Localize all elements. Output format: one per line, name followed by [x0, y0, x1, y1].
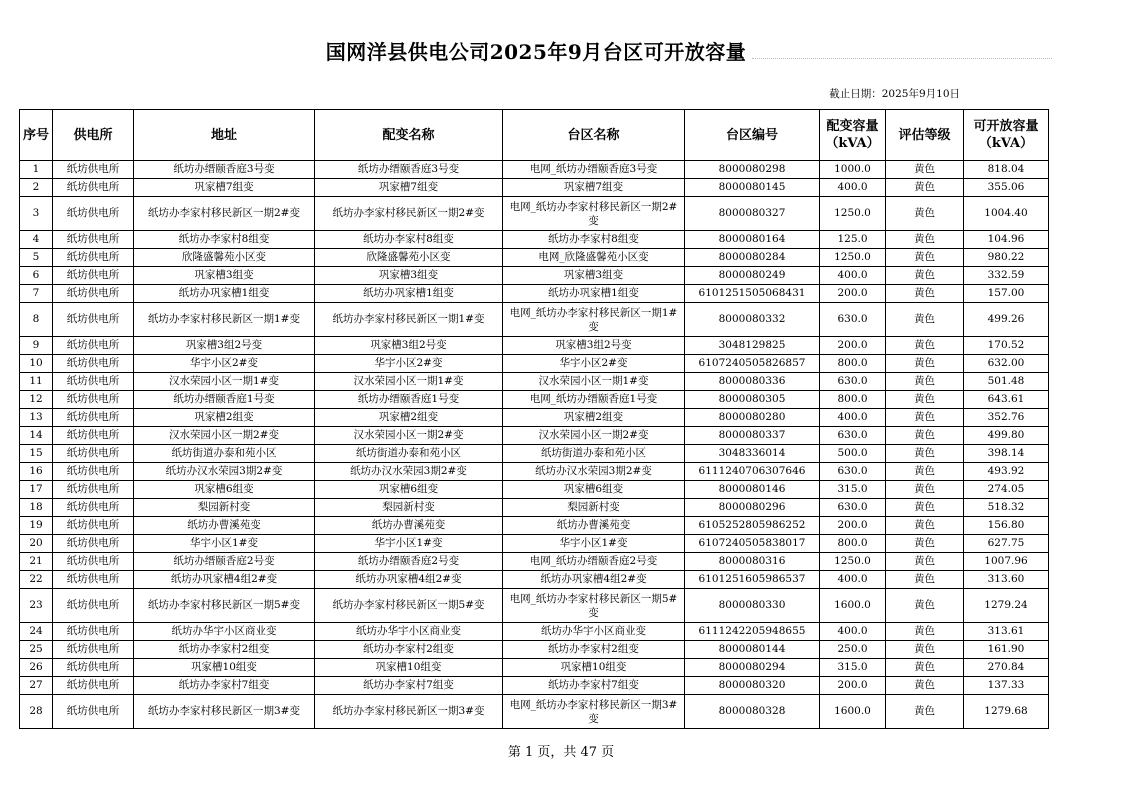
cell-station: 纸坊供电所	[53, 337, 134, 355]
cell-area-name: 纸坊办巩家槽4组2#变	[503, 571, 685, 589]
cell-area-code: 8000080320	[685, 677, 820, 695]
cell-area-code: 8000080327	[685, 197, 820, 231]
cell-transformer: 纸坊办华宇小区商业变	[315, 623, 503, 641]
cell-transformer: 纸坊办曹溪苑变	[315, 517, 503, 535]
cell-area-name: 电网_纸坊办缙颐香庭3号变	[503, 161, 685, 179]
cell-address: 纸坊办李家村7组变	[134, 677, 315, 695]
cell-capacity: 800.0	[820, 535, 886, 553]
cell-open-capacity: 501.48	[964, 373, 1049, 391]
cell-station: 纸坊供电所	[53, 571, 134, 589]
cell-address: 纸坊办李家村8组变	[134, 231, 315, 249]
capacity-table	[19, 109, 1049, 729]
table-row	[20, 303, 1049, 337]
cell-capacity: 630.0	[820, 427, 886, 445]
cell-area-name: 纸坊办华宇小区商业变	[503, 623, 685, 641]
cell-station: 纸坊供电所	[53, 659, 134, 677]
cell-grade: 黄色	[886, 659, 964, 677]
cell-area-code: 8000080332	[685, 303, 820, 337]
cell-station: 纸坊供电所	[53, 373, 134, 391]
cell-capacity: 800.0	[820, 391, 886, 409]
cell-capacity: 400.0	[820, 409, 886, 427]
cell-area-code: 8000080305	[685, 391, 820, 409]
cell-transformer: 纸坊办李家村移民新区一期5#变	[315, 589, 503, 623]
cell-area-name: 华宇小区1#变	[503, 535, 685, 553]
cell-grade: 黄色	[886, 427, 964, 445]
cell-no: 13	[20, 409, 53, 427]
cell-capacity: 1250.0	[820, 553, 886, 571]
cell-station: 纸坊供电所	[53, 641, 134, 659]
title-dotted-rule	[752, 58, 1052, 59]
table-row	[20, 677, 1049, 695]
table-row	[20, 267, 1049, 285]
cell-grade: 黄色	[886, 373, 964, 391]
cell-transformer: 纸坊办缙颐香庭1号变	[315, 391, 503, 409]
cell-address: 纸坊办巩家槽1组变	[134, 285, 315, 303]
cell-station: 纸坊供电所	[53, 463, 134, 481]
cell-station: 纸坊供电所	[53, 517, 134, 535]
cell-no: 24	[20, 623, 53, 641]
cell-open-capacity: 398.14	[964, 445, 1049, 463]
table-row	[20, 337, 1049, 355]
cell-address: 纸坊办李家村移民新区一期1#变	[134, 303, 315, 337]
cell-transformer: 巩家槽3组变	[315, 267, 503, 285]
cell-capacity: 400.0	[820, 623, 886, 641]
cell-transformer: 梨园新村变	[315, 499, 503, 517]
col-header-grade: 评估等级	[886, 110, 964, 161]
cell-open-capacity: 499.26	[964, 303, 1049, 337]
cell-capacity: 1600.0	[820, 695, 886, 729]
cell-area-name: 纸坊办曹溪苑变	[503, 517, 685, 535]
cell-no: 15	[20, 445, 53, 463]
cell-open-capacity: 1279.68	[964, 695, 1049, 729]
cell-area-code: 6107240505826857	[685, 355, 820, 373]
cell-no: 5	[20, 249, 53, 267]
cell-area-name: 电网_欣隆盛馨苑小区变	[503, 249, 685, 267]
cell-open-capacity: 518.32	[964, 499, 1049, 517]
cell-transformer: 汉水荣园小区一期1#变	[315, 373, 503, 391]
cell-address: 汉水荣园小区一期2#变	[134, 427, 315, 445]
cell-address: 华宇小区2#变	[134, 355, 315, 373]
cell-address: 汉水荣园小区一期1#变	[134, 373, 315, 391]
cell-area-name: 巩家槽2组变	[503, 409, 685, 427]
cell-open-capacity: 1007.96	[964, 553, 1049, 571]
cell-no: 23	[20, 589, 53, 623]
cell-area-name: 电网_纸坊办李家村移民新区一期5#变	[503, 589, 685, 623]
cell-grade: 黄色	[886, 499, 964, 517]
table-row	[20, 535, 1049, 553]
cell-capacity: 200.0	[820, 337, 886, 355]
cell-station: 纸坊供电所	[53, 179, 134, 197]
table-row	[20, 553, 1049, 571]
cell-station: 纸坊供电所	[53, 249, 134, 267]
cell-open-capacity: 1004.40	[964, 197, 1049, 231]
cell-capacity: 1250.0	[820, 197, 886, 231]
cell-grade: 黄色	[886, 571, 964, 589]
cell-transformer: 纸坊办缙颐香庭2号变	[315, 553, 503, 571]
cell-station: 纸坊供电所	[53, 231, 134, 249]
cell-area-code: 6105252805986252	[685, 517, 820, 535]
cutoff-date: 截止日期：2025年9月10日	[829, 88, 960, 100]
cell-transformer: 华宇小区1#变	[315, 535, 503, 553]
cell-grade: 黄色	[886, 641, 964, 659]
cell-area-code: 8000080164	[685, 231, 820, 249]
header-row	[20, 110, 1049, 161]
table-row	[20, 161, 1049, 179]
cell-open-capacity: 627.75	[964, 535, 1049, 553]
cell-no: 25	[20, 641, 53, 659]
table-row	[20, 499, 1049, 517]
cell-no: 3	[20, 197, 53, 231]
cell-area-code: 8000080296	[685, 499, 820, 517]
cell-grade: 黄色	[886, 553, 964, 571]
cell-address: 纸坊办李家村移民新区一期5#变	[134, 589, 315, 623]
cell-capacity: 400.0	[820, 179, 886, 197]
cell-area-code: 3048336014	[685, 445, 820, 463]
table-row	[20, 409, 1049, 427]
cell-area-name: 电网_纸坊办缙颐香庭1号变	[503, 391, 685, 409]
cell-capacity: 250.0	[820, 641, 886, 659]
table-row	[20, 231, 1049, 249]
cell-open-capacity: 643.61	[964, 391, 1049, 409]
cell-transformer: 巩家槽2组变	[315, 409, 503, 427]
cell-area-name: 纸坊办巩家槽1组变	[503, 285, 685, 303]
cell-address: 梨园新村变	[134, 499, 315, 517]
cell-area-code: 8000080294	[685, 659, 820, 677]
cell-transformer: 纸坊办李家村7组变	[315, 677, 503, 695]
cell-open-capacity: 632.00	[964, 355, 1049, 373]
table-row	[20, 179, 1049, 197]
cell-area-code: 6111240706307646	[685, 463, 820, 481]
cell-grade: 黄色	[886, 161, 964, 179]
table-row	[20, 427, 1049, 445]
cell-no: 2	[20, 179, 53, 197]
cell-area-code: 8000080328	[685, 695, 820, 729]
cell-area-name: 纸坊街道办泰和苑小区	[503, 445, 685, 463]
cell-no: 6	[20, 267, 53, 285]
cell-area-code: 8000080330	[685, 589, 820, 623]
cell-area-name: 汉水荣园小区一期1#变	[503, 373, 685, 391]
cell-open-capacity: 156.80	[964, 517, 1049, 535]
cell-transformer: 纸坊街道办泰和苑小区	[315, 445, 503, 463]
cell-grade: 黄色	[886, 231, 964, 249]
cell-area-name: 纸坊办李家村8组变	[503, 231, 685, 249]
cell-capacity: 1600.0	[820, 589, 886, 623]
cell-area-name: 梨园新村变	[503, 499, 685, 517]
cell-no: 22	[20, 571, 53, 589]
table-row	[20, 445, 1049, 463]
col-header-capacity: 配变容量（kVA）	[820, 110, 886, 161]
cell-capacity: 1000.0	[820, 161, 886, 179]
cell-capacity: 630.0	[820, 373, 886, 391]
cell-no: 26	[20, 659, 53, 677]
cell-open-capacity: 161.90	[964, 641, 1049, 659]
cell-grade: 黄色	[886, 517, 964, 535]
cell-area-code: 8000080337	[685, 427, 820, 445]
table-row	[20, 641, 1049, 659]
cell-no: 17	[20, 481, 53, 499]
cell-grade: 黄色	[886, 589, 964, 623]
cell-capacity: 400.0	[820, 571, 886, 589]
cell-no: 21	[20, 553, 53, 571]
cell-station: 纸坊供电所	[53, 445, 134, 463]
table-row	[20, 517, 1049, 535]
cell-open-capacity: 352.76	[964, 409, 1049, 427]
cell-address: 纸坊办李家村2组变	[134, 641, 315, 659]
table-row	[20, 285, 1049, 303]
cell-area-code: 6101251505068431	[685, 285, 820, 303]
cell-open-capacity: 137.33	[964, 677, 1049, 695]
cell-capacity: 500.0	[820, 445, 886, 463]
cell-area-name: 巩家槽3组2号变	[503, 337, 685, 355]
cell-grade: 黄色	[886, 409, 964, 427]
cell-open-capacity: 499.80	[964, 427, 1049, 445]
cell-open-capacity: 274.05	[964, 481, 1049, 499]
cell-no: 14	[20, 427, 53, 445]
cell-no: 27	[20, 677, 53, 695]
cell-no: 7	[20, 285, 53, 303]
cell-address: 纸坊办曹溪苑变	[134, 517, 315, 535]
col-header-station: 供电所	[53, 110, 134, 161]
col-header-transformer: 配变名称	[315, 110, 503, 161]
cell-area-name: 纸坊办汉水荣园3期2#变	[503, 463, 685, 481]
cell-area-name: 电网_纸坊办李家村移民新区一期2#变	[503, 197, 685, 231]
cell-area-name: 电网_纸坊办李家村移民新区一期3#变	[503, 695, 685, 729]
col-header-area-name: 台区名称	[503, 110, 685, 161]
cell-station: 纸坊供电所	[53, 355, 134, 373]
cell-open-capacity: 104.96	[964, 231, 1049, 249]
cell-transformer: 巩家槽10组变	[315, 659, 503, 677]
table-row	[20, 589, 1049, 623]
cell-transformer: 巩家槽7组变	[315, 179, 503, 197]
cell-area-name: 巩家槽10组变	[503, 659, 685, 677]
table-row	[20, 463, 1049, 481]
cell-station: 纸坊供电所	[53, 303, 134, 337]
page-footer: 第 1 页，共 47 页	[507, 745, 615, 760]
cell-capacity: 200.0	[820, 285, 886, 303]
cell-area-name: 巩家槽3组变	[503, 267, 685, 285]
cell-open-capacity: 170.52	[964, 337, 1049, 355]
cell-address: 欣隆盛馨苑小区变	[134, 249, 315, 267]
cell-address: 纸坊办华宇小区商业变	[134, 623, 315, 641]
cell-grade: 黄色	[886, 445, 964, 463]
cell-area-name: 华宇小区2#变	[503, 355, 685, 373]
cell-grade: 黄色	[886, 179, 964, 197]
cell-area-name: 汉水荣园小区一期2#变	[503, 427, 685, 445]
col-header-no: 序号	[20, 110, 53, 161]
cell-grade: 黄色	[886, 337, 964, 355]
table-row	[20, 695, 1049, 729]
cell-no: 10	[20, 355, 53, 373]
cell-transformer: 纸坊办李家村移民新区一期3#变	[315, 695, 503, 729]
cell-capacity: 1250.0	[820, 249, 886, 267]
table-row	[20, 249, 1049, 267]
cell-open-capacity: 332.59	[964, 267, 1049, 285]
cell-address: 华宇小区1#变	[134, 535, 315, 553]
cell-station: 纸坊供电所	[53, 553, 134, 571]
cell-address: 纸坊办李家村移民新区一期3#变	[134, 695, 315, 729]
cell-address: 巩家槽7组变	[134, 179, 315, 197]
cell-area-name: 纸坊办李家村2组变	[503, 641, 685, 659]
cell-grade: 黄色	[886, 463, 964, 481]
table-row	[20, 355, 1049, 373]
cell-area-code: 6107240505838017	[685, 535, 820, 553]
cell-transformer: 纸坊办巩家槽4组2#变	[315, 571, 503, 589]
cell-grade: 黄色	[886, 695, 964, 729]
cell-station: 纸坊供电所	[53, 499, 134, 517]
col-header-address: 地址	[134, 110, 315, 161]
cell-transformer: 纸坊办李家村移民新区一期2#变	[315, 197, 503, 231]
cell-address: 巩家槽2组变	[134, 409, 315, 427]
cell-station: 纸坊供电所	[53, 695, 134, 729]
cell-station: 纸坊供电所	[53, 391, 134, 409]
cell-no: 4	[20, 231, 53, 249]
cell-area-name: 纸坊办李家村7组变	[503, 677, 685, 695]
cell-transformer: 纸坊办李家村2组变	[315, 641, 503, 659]
cell-grade: 黄色	[886, 355, 964, 373]
col-header-open-capacity: 可开放容量（kVA）	[964, 110, 1049, 161]
cell-address: 纸坊办巩家槽4组2#变	[134, 571, 315, 589]
cell-capacity: 630.0	[820, 303, 886, 337]
cell-area-code: 8000080336	[685, 373, 820, 391]
cell-grade: 黄色	[886, 535, 964, 553]
cell-station: 纸坊供电所	[53, 623, 134, 641]
cell-transformer: 巩家槽6组变	[315, 481, 503, 499]
table-row	[20, 373, 1049, 391]
cell-open-capacity: 1279.24	[964, 589, 1049, 623]
cell-transformer: 纸坊办汉水荣园3期2#变	[315, 463, 503, 481]
cell-capacity: 315.0	[820, 659, 886, 677]
cell-area-code: 8000080284	[685, 249, 820, 267]
cell-transformer: 纸坊办李家村8组变	[315, 231, 503, 249]
cell-no: 8	[20, 303, 53, 337]
cell-grade: 黄色	[886, 249, 964, 267]
cell-no: 18	[20, 499, 53, 517]
cell-open-capacity: 157.00	[964, 285, 1049, 303]
cell-area-code: 6111242205948655	[685, 623, 820, 641]
cell-area-code: 8000080280	[685, 409, 820, 427]
cell-grade: 黄色	[886, 267, 964, 285]
cell-area-code: 8000080146	[685, 481, 820, 499]
cell-address: 巩家槽6组变	[134, 481, 315, 499]
cell-area-code: 8000080249	[685, 267, 820, 285]
cell-no: 20	[20, 535, 53, 553]
cell-transformer: 纸坊办李家村移民新区一期1#变	[315, 303, 503, 337]
table-row	[20, 197, 1049, 231]
cell-capacity: 800.0	[820, 355, 886, 373]
cell-capacity: 200.0	[820, 677, 886, 695]
cell-grade: 黄色	[886, 391, 964, 409]
col-header-area-code: 台区编号	[685, 110, 820, 161]
cell-transformer: 汉水荣园小区一期2#变	[315, 427, 503, 445]
cell-open-capacity: 313.60	[964, 571, 1049, 589]
cell-area-code: 6101251605986537	[685, 571, 820, 589]
cell-address: 纸坊办李家村移民新区一期2#变	[134, 197, 315, 231]
cell-capacity: 125.0	[820, 231, 886, 249]
cell-no: 19	[20, 517, 53, 535]
cell-area-name: 巩家槽7组变	[503, 179, 685, 197]
cell-capacity: 630.0	[820, 463, 886, 481]
cell-capacity: 400.0	[820, 267, 886, 285]
cell-capacity: 630.0	[820, 499, 886, 517]
cell-address: 巩家槽3组2号变	[134, 337, 315, 355]
cell-transformer: 纸坊办缙颐香庭3号变	[315, 161, 503, 179]
table-row	[20, 481, 1049, 499]
cell-address: 纸坊办缙颐香庭2号变	[134, 553, 315, 571]
cell-no: 12	[20, 391, 53, 409]
table-row	[20, 623, 1049, 641]
cell-open-capacity: 493.92	[964, 463, 1049, 481]
cell-area-code: 8000080145	[685, 179, 820, 197]
cell-station: 纸坊供电所	[53, 481, 134, 499]
cell-address: 巩家槽10组变	[134, 659, 315, 677]
cell-station: 纸坊供电所	[53, 589, 134, 623]
cell-open-capacity: 818.04	[964, 161, 1049, 179]
table-row	[20, 571, 1049, 589]
cell-station: 纸坊供电所	[53, 427, 134, 445]
cell-no: 11	[20, 373, 53, 391]
cell-station: 纸坊供电所	[53, 677, 134, 695]
cell-open-capacity: 313.61	[964, 623, 1049, 641]
page-title: 国网洋县供电公司2025年9月台区可开放容量	[325, 40, 747, 64]
cell-area-code: 8000080298	[685, 161, 820, 179]
cell-grade: 黄色	[886, 285, 964, 303]
cell-no: 9	[20, 337, 53, 355]
cell-grade: 黄色	[886, 481, 964, 499]
cell-area-name: 电网_纸坊办缙颐香庭2号变	[503, 553, 685, 571]
cell-address: 纸坊办缙颐香庭3号变	[134, 161, 315, 179]
cell-transformer: 纸坊办巩家槽1组变	[315, 285, 503, 303]
cell-capacity: 200.0	[820, 517, 886, 535]
cell-open-capacity: 270.84	[964, 659, 1049, 677]
cell-station: 纸坊供电所	[53, 197, 134, 231]
cell-no: 28	[20, 695, 53, 729]
cell-station: 纸坊供电所	[53, 161, 134, 179]
cell-area-name: 电网_纸坊办李家村移民新区一期1#变	[503, 303, 685, 337]
cell-address: 巩家槽3组变	[134, 267, 315, 285]
cell-area-name: 巩家槽6组变	[503, 481, 685, 499]
cell-transformer: 巩家槽3组2号变	[315, 337, 503, 355]
cell-station: 纸坊供电所	[53, 535, 134, 553]
cell-grade: 黄色	[886, 623, 964, 641]
cell-station: 纸坊供电所	[53, 409, 134, 427]
cell-station: 纸坊供电所	[53, 267, 134, 285]
cell-open-capacity: 980.22	[964, 249, 1049, 267]
cell-no: 16	[20, 463, 53, 481]
cell-no: 1	[20, 161, 53, 179]
table-row	[20, 391, 1049, 409]
cell-grade: 黄色	[886, 677, 964, 695]
cell-address: 纸坊街道办泰和苑小区	[134, 445, 315, 463]
cell-address: 纸坊办缙颐香庭1号变	[134, 391, 315, 409]
cell-transformer: 华宇小区2#变	[315, 355, 503, 373]
cell-address: 纸坊办汉水荣园3期2#变	[134, 463, 315, 481]
cell-area-code: 8000080316	[685, 553, 820, 571]
cell-open-capacity: 355.06	[964, 179, 1049, 197]
cell-grade: 黄色	[886, 197, 964, 231]
cell-area-code: 8000080144	[685, 641, 820, 659]
cell-station: 纸坊供电所	[53, 285, 134, 303]
cell-transformer: 欣隆盛馨苑小区变	[315, 249, 503, 267]
table-row	[20, 659, 1049, 677]
cell-grade: 黄色	[886, 303, 964, 337]
cell-area-code: 3048129825	[685, 337, 820, 355]
cell-capacity: 315.0	[820, 481, 886, 499]
